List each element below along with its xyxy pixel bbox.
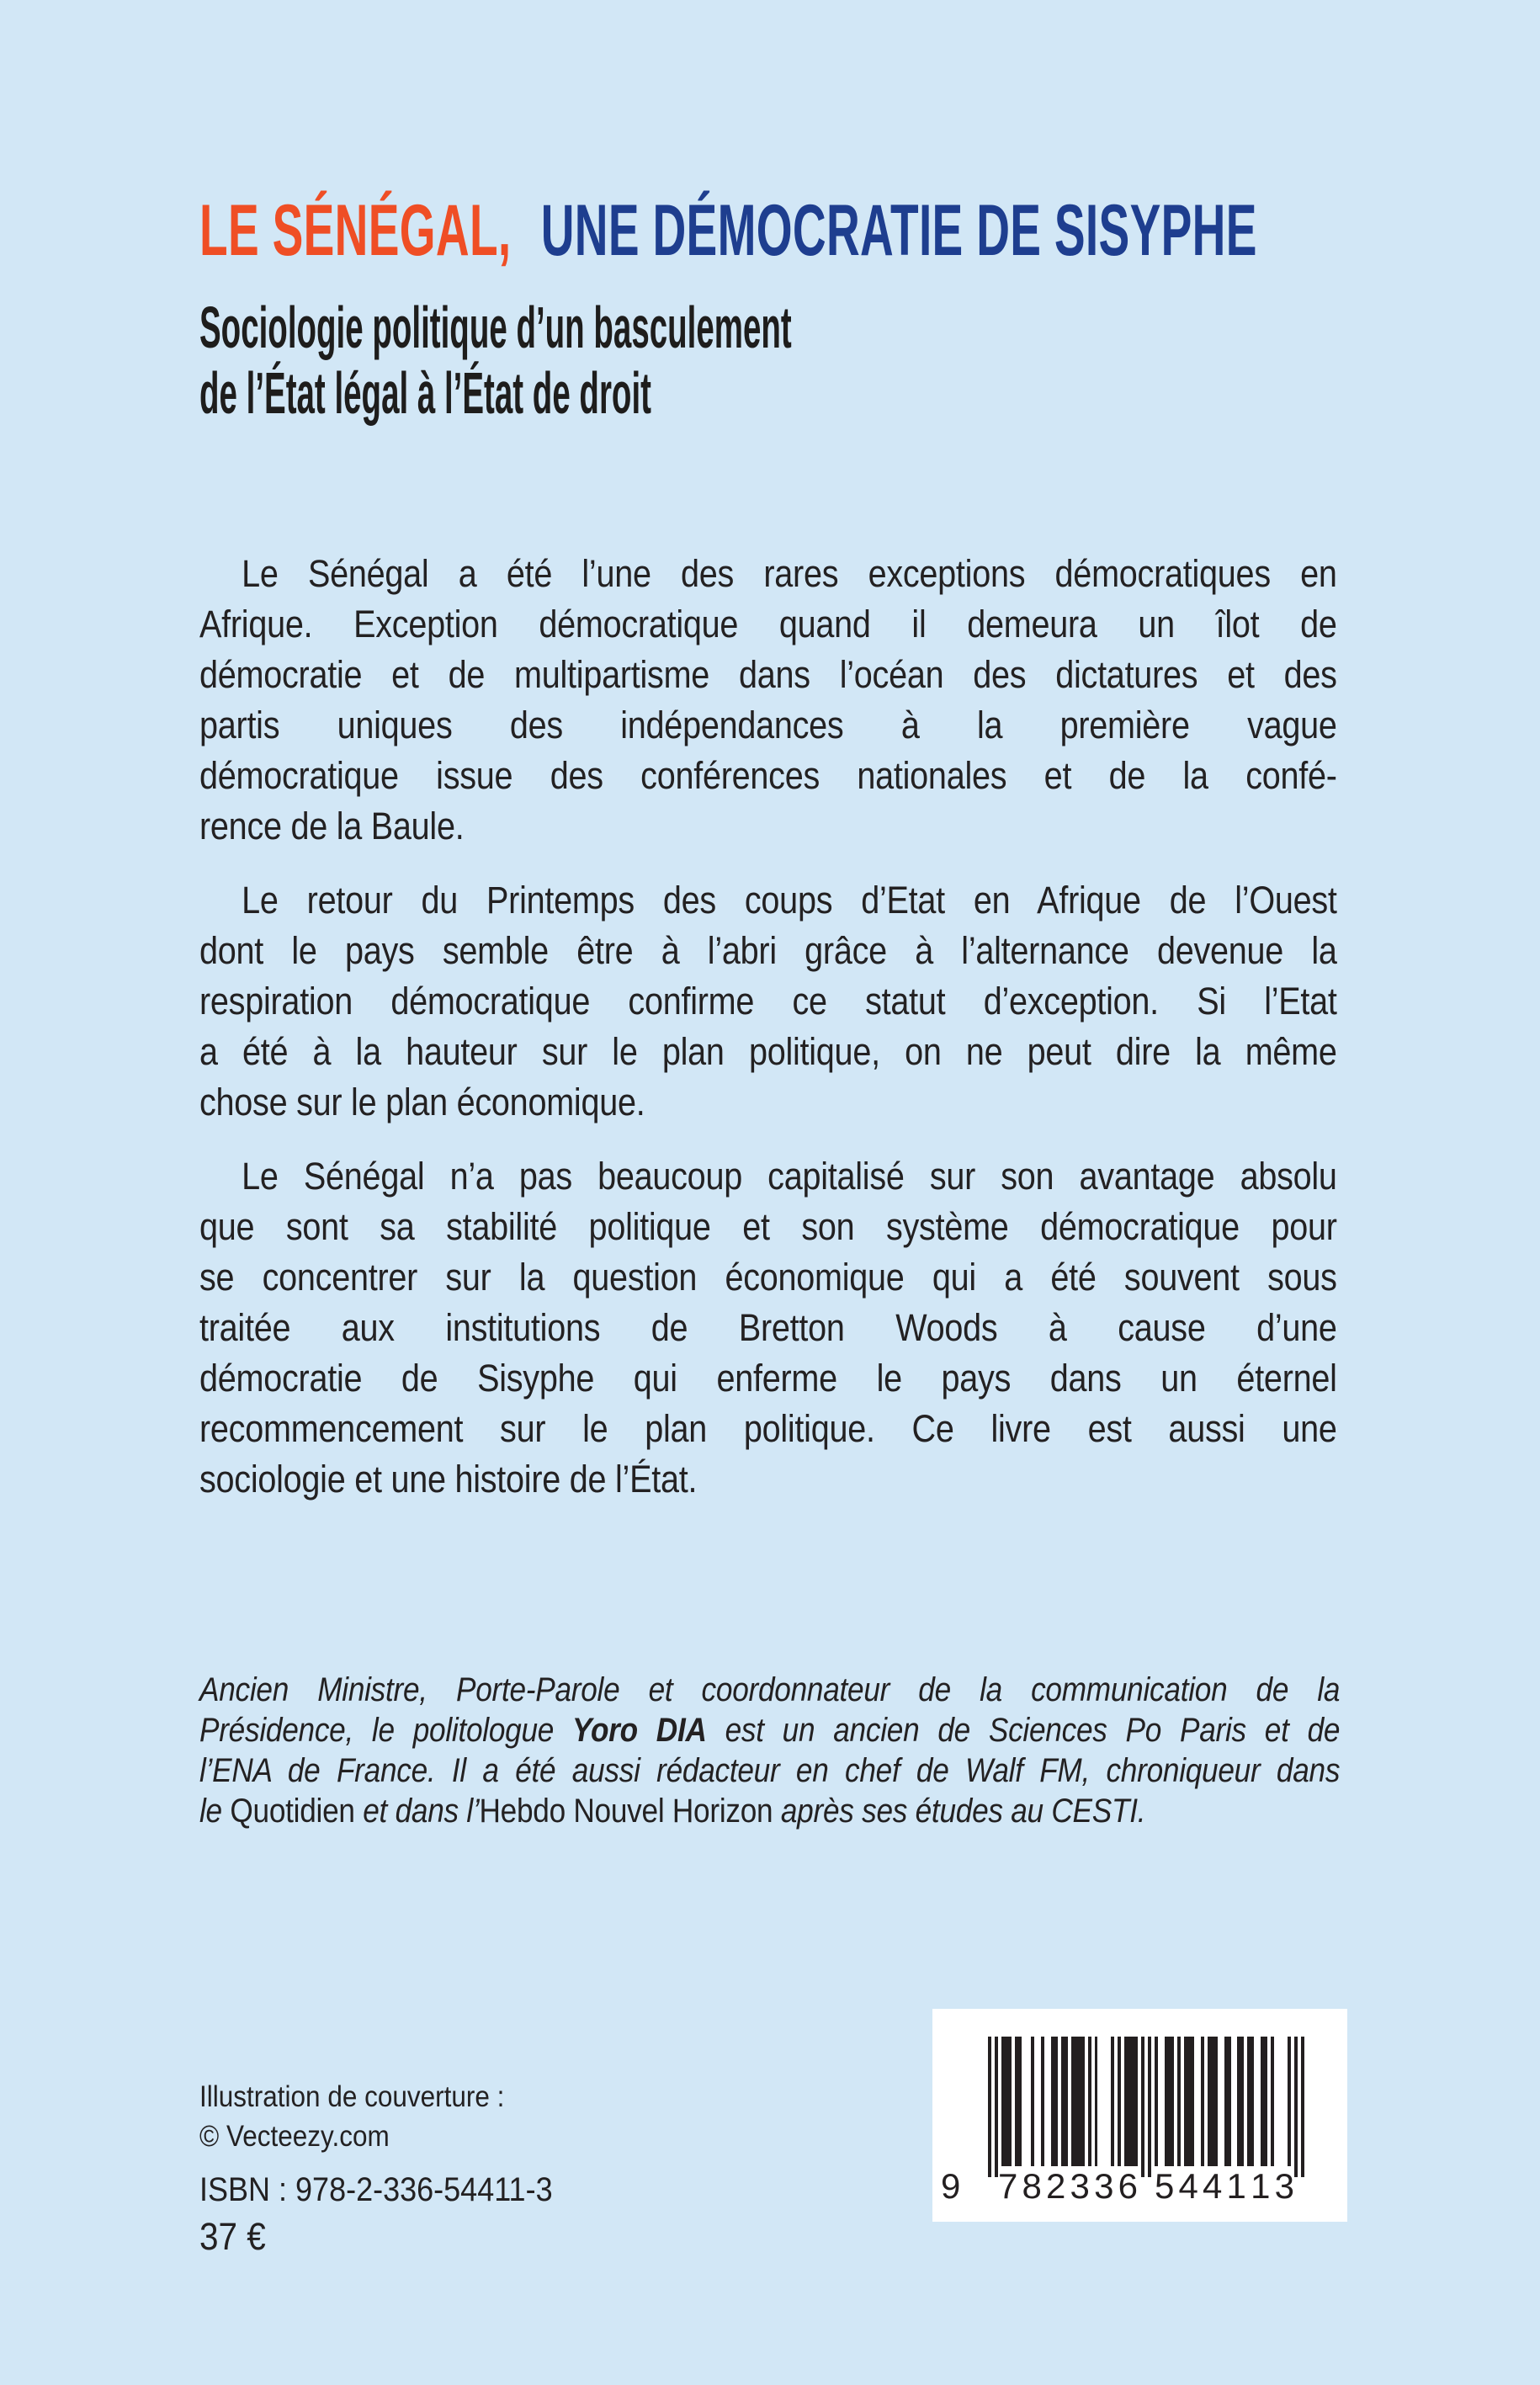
book-title-part-2: UNE DÉMOCRATIE DE SISYPHE — [540, 190, 1257, 271]
synopsis-line: Le retour du Printemps des coups d’Etat en Afrique de l’Ouest — [242, 879, 1337, 922]
synopsis-line: Afrique. Exception démocratique quand il demeura un îlot de — [199, 603, 1337, 645]
barcode-digit: 1 — [1251, 2166, 1271, 2206]
synopsis-line: que sont sa stabilité politique et son système démocratique pour — [199, 1205, 1337, 1248]
barcode-bar — [1301, 2037, 1304, 2177]
author-bio-segment: Quotidien — [230, 1793, 355, 1830]
barcode-digit: 3 — [1070, 2166, 1090, 2206]
barcode-digits-group-1 — [998, 2165, 1138, 2207]
book-subtitle-line-1: Sociologie politique d’un basculement — [199, 295, 792, 360]
author-bio-line — [199, 1750, 1340, 1791]
synopsis — [199, 549, 1337, 1528]
author-bio — [199, 1670, 1340, 1831]
price-text: 37 € — [199, 2215, 266, 2258]
barcode — [932, 2009, 1347, 2222]
synopsis-line: a été à la hauteur sur le plan politique, on ne peut dire la même — [199, 1030, 1337, 1073]
synopsis-line: démocratique issue des conférences nationales et de la confé- — [199, 754, 1337, 797]
author-bio-segment: le — [199, 1793, 231, 1830]
barcode-digit: 8 — [1022, 2166, 1042, 2206]
book-title-part-1: LE SÉNÉGAL, — [199, 190, 512, 271]
author-bio-segment: Ancien Ministre, Porte-Parole et coordonnateur de la communication de la — [199, 1671, 1341, 1708]
barcode-digit: 5 — [1155, 2166, 1175, 2206]
synopsis-line: dont le pays semble être à l’abri grâce à l’alternance devenue la — [199, 929, 1337, 972]
synopsis-line: partis uniques des indépendances à la première vague — [199, 704, 1337, 746]
synopsis-line: rence de la Baule. — [199, 805, 465, 847]
synopsis-line: chose sur le plan économique. — [199, 1081, 645, 1123]
barcode-digit: 3 — [1094, 2166, 1114, 2206]
author-bio-segment: Hebdo Nouvel Horizon — [479, 1793, 773, 1830]
author-bio-line — [199, 1710, 1340, 1750]
barcode-bars — [988, 2037, 1304, 2177]
cover-illustration-credit — [199, 2077, 504, 2156]
synopsis-line: démocratie et de multipartisme dans l’océan des dictatures et des — [199, 653, 1337, 696]
synopsis-line: démocratie de Sisyphe qui enferme le pays dans un éternel — [199, 1357, 1337, 1400]
author-bio-segment: après ses études au CESTI. — [773, 1793, 1146, 1830]
barcode-digit: 6 — [1118, 2166, 1138, 2206]
author-bio-line — [199, 1791, 1340, 1831]
barcode-digit: 4 — [1178, 2166, 1198, 2206]
book-title — [199, 189, 1257, 273]
barcode-digit: 4 — [1203, 2166, 1223, 2206]
cover-illustration-credit-line-2: © Vecteezy.com — [199, 2120, 390, 2153]
barcode-digit: 7 — [998, 2166, 1018, 2206]
barcode-digit: 3 — [1274, 2166, 1294, 2206]
synopsis-line: respiration démocratique confirme ce statut d’exception. Si l’Etat — [199, 980, 1337, 1023]
cover-illustration-credit-line-1: Illustration de couverture : — [199, 2080, 505, 2113]
synopsis-line: sociologie et une histoire de l’État. — [199, 1458, 698, 1501]
synopsis-line: se concentrer sur la question économique qui a été souvent sous — [199, 1256, 1337, 1299]
book-subtitle-line-2: de l’État légal à l’État de droit — [199, 360, 651, 426]
synopsis-paragraph — [199, 549, 1337, 852]
synopsis-paragraph — [199, 1151, 1337, 1505]
author-bio-segment: Yoro DIA — [572, 1712, 707, 1749]
book-subtitle — [199, 295, 792, 426]
synopsis-paragraph — [199, 875, 1337, 1128]
isbn-text: ISBN : 978-2-336-54411-3 — [199, 2171, 553, 2208]
synopsis-line: traitée aux institutions de Bretton Woods à cause d’une — [199, 1306, 1337, 1349]
author-bio-segment: et dans l’ — [354, 1793, 480, 1830]
author-bio-segment: Présidence, le politologue — [199, 1712, 573, 1749]
barcode-digits-group-2 — [1155, 2165, 1294, 2207]
synopsis-line: Le Sénégal n’a pas beaucoup capitalisé sur son avantage absolu — [242, 1155, 1337, 1198]
barcode-digit: 2 — [1046, 2166, 1066, 2206]
barcode-digit-lead: 9 — [941, 2166, 961, 2206]
author-bio-segment: l’ENA de France. Il a été aussi rédacteur en chef de Walf FM, chroniqueur dans — [199, 1752, 1341, 1789]
author-bio-line — [199, 1670, 1340, 1710]
synopsis-line: recommencement sur le plan politique. Ce livre est aussi une — [199, 1407, 1337, 1450]
barcode-digit: 1 — [1226, 2166, 1246, 2206]
author-bio-segment: est un ancien de Sciences Po Paris et de — [706, 1712, 1341, 1749]
synopsis-line: Le Sénégal a été l’une des rares exceptions démocratiques en — [242, 552, 1337, 595]
